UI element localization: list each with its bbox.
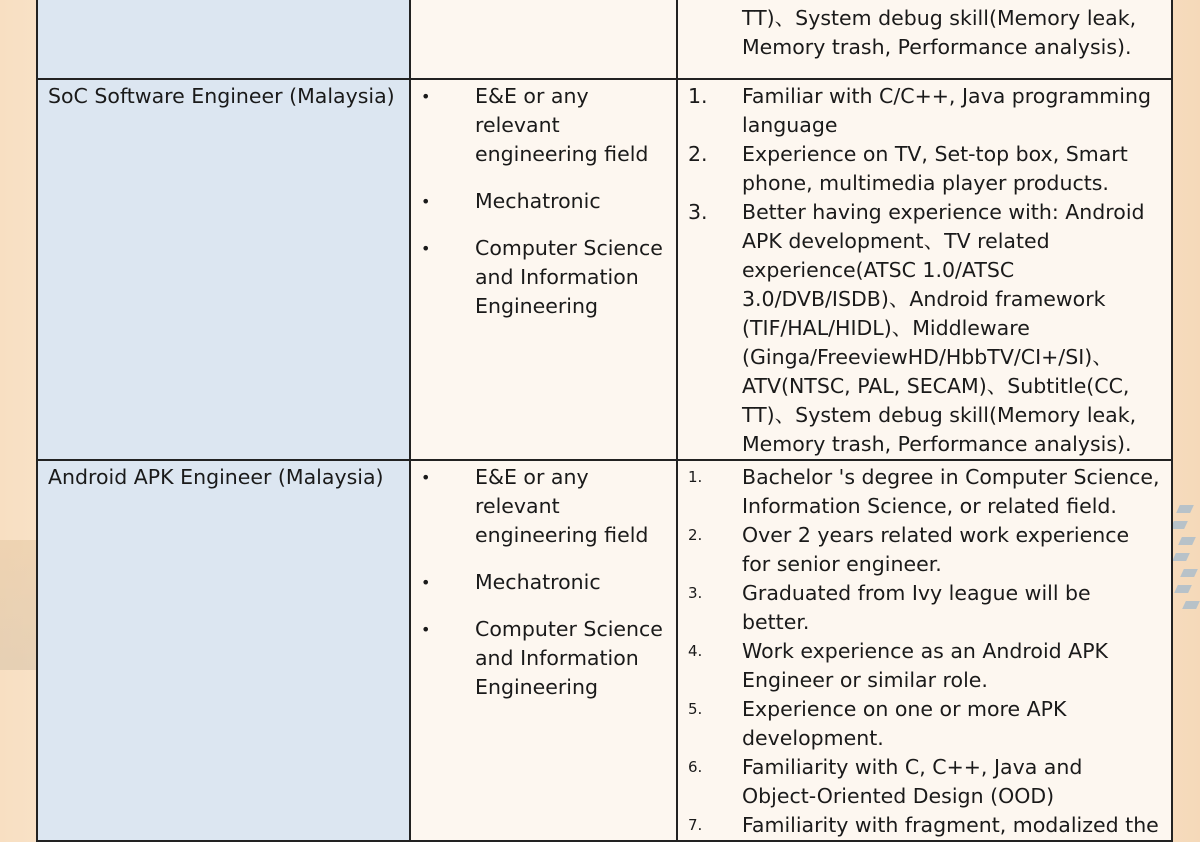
field-text: Mechatronic xyxy=(475,570,601,594)
requirement-text: Familiarity with fragment, modalized the xyxy=(742,813,1159,837)
requirements-list xyxy=(678,80,1171,459)
list-number: 3. xyxy=(688,200,708,224)
list-item xyxy=(678,753,1161,811)
requirements-cell xyxy=(677,460,1172,841)
requirement-text: Experience on one or more APK development. xyxy=(742,697,1067,750)
requirement-text: TT)、System debug skill(Memory leak, Memory trash, Performance analysis). xyxy=(742,6,1137,59)
role-title: Android APK Engineer (Malaysia) xyxy=(48,465,384,489)
field-list xyxy=(411,461,676,702)
field-cell xyxy=(410,79,677,460)
list-number: 7. xyxy=(688,816,703,834)
field-text: Computer Science and Information Engineering xyxy=(475,236,663,318)
requirement-text: Experience on TV, Set-top box, Smart phone, multimedia player products. xyxy=(742,142,1128,195)
list-item xyxy=(678,198,1161,459)
job-requirements-table xyxy=(36,0,1173,842)
requirements-list xyxy=(678,0,1171,62)
list-item xyxy=(678,811,1161,840)
requirements-list xyxy=(678,461,1171,840)
field-list xyxy=(411,80,676,321)
requirements-cell xyxy=(677,79,1172,460)
bullet-icon: • xyxy=(421,620,431,639)
list-number: 3. xyxy=(688,584,703,602)
table-row xyxy=(37,0,1172,79)
role-cell xyxy=(37,79,410,460)
requirement-text: Bachelor 's degree in Computer Science, Information Science, or related field. xyxy=(742,465,1160,518)
role-cell xyxy=(37,460,410,841)
bullet-icon: • xyxy=(421,192,431,211)
table-row xyxy=(37,79,1172,460)
list-item xyxy=(411,187,676,216)
list-item xyxy=(411,568,676,597)
field-text: Computer Science and Information Engineering xyxy=(475,617,663,699)
background-decoration-right xyxy=(1170,505,1200,655)
list-item xyxy=(678,579,1161,637)
list-item xyxy=(678,140,1161,198)
bullet-icon: • xyxy=(421,87,431,106)
requirement-text: Over 2 years related work experience for senior engineer. xyxy=(742,523,1130,576)
field-text: Mechatronic xyxy=(475,189,601,213)
bullet-icon: • xyxy=(421,239,431,258)
table-row xyxy=(37,460,1172,841)
bullet-icon: • xyxy=(421,573,431,592)
list-number: 1. xyxy=(688,84,708,108)
requirement-text: Graduated from Ivy league will be better. xyxy=(742,581,1091,634)
list-item xyxy=(678,463,1161,521)
requirement-text: Familiarity with C, C++, Java and Object-Oriented Design (OOD) xyxy=(742,755,1083,808)
list-item xyxy=(678,695,1161,753)
bullet-icon: • xyxy=(421,468,431,487)
list-number: 6. xyxy=(688,758,703,776)
requirement-text: Familiar with C/C++, Java programming language xyxy=(742,84,1151,137)
field-text: E&E or any relevant engineering field xyxy=(475,465,649,547)
background-decoration-left xyxy=(0,540,40,670)
list-number: 2. xyxy=(688,526,703,544)
requirement-text: Work experience as an Android APK Engineer or similar role. xyxy=(742,639,1108,692)
list-number: 1. xyxy=(688,468,703,486)
field-cell xyxy=(410,0,677,79)
list-item xyxy=(678,0,1161,62)
role-cell xyxy=(37,0,410,79)
list-item xyxy=(411,82,676,169)
field-cell xyxy=(410,460,677,841)
list-number: 2. xyxy=(688,142,708,166)
list-item xyxy=(411,615,676,702)
requirement-text: Better having experience with: Android APK development、TV related experience(ATSC 1.0/ATSC 3.0/DVB/ISDB)、Android framework (TIF/HAL/HIDL)、Middleware (Ginga/FreeviewHD/HbbTV/CI+/SI)、ATV(NTSC, PAL, SECAM)、Subtitle(CC, TT)、System debug skill(Memory leak, Memory trash, Performance analysis). xyxy=(742,200,1145,456)
list-number: 4. xyxy=(688,642,703,660)
field-text: E&E or any relevant engineering field xyxy=(475,84,649,166)
role-title: SoC Software Engineer (Malaysia) xyxy=(48,84,395,108)
requirements-cell xyxy=(677,0,1172,79)
list-item xyxy=(678,82,1161,140)
list-item xyxy=(411,463,676,550)
list-item xyxy=(411,234,676,321)
list-item xyxy=(678,521,1161,579)
list-item xyxy=(678,637,1161,695)
list-number: 5. xyxy=(688,700,703,718)
